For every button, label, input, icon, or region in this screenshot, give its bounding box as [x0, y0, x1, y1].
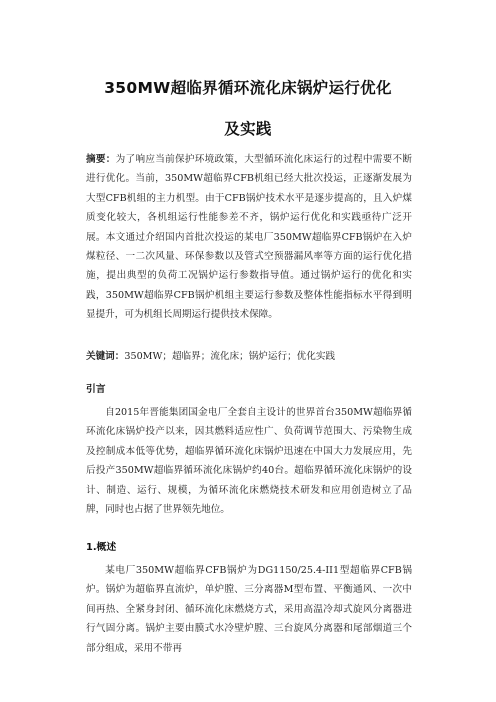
abstract-block	[86, 150, 412, 325]
paper-title-line-1: 350MW超临界循环流化床锅炉运行优化	[104, 79, 392, 97]
keywords-paragraph	[86, 347, 412, 366]
overview-paragraph: 某电厂350MW超临界CFB锅炉为DG1150/25.4-II1型超临界CFB锅炉。锅炉为超临界直流炉，单炉膛、三分离器M型布置、平衡通风、一次中间再热、全紧身封闭、循环流化床燃烧方式，采用高温冷却式旋风分离器进行气固分离。锅炉主要由膜式水冷壁炉膛、三台旋风分离器和尾部烟道三个部分组成，采用不带再	[86, 565, 412, 654]
section-heading-overview: 1.概述	[86, 542, 117, 553]
introduction-paragraph: 自2015年晋能集团国金电厂全套自主设计的世界首台350MW超临界循环流化床锅炉投产以来，因其燃料适应性广、负荷调节范围大、污染物生成及控制成本低等优势，超临界循环流化床锅炉迅速在中国大力发展应用，先后投产350MW超临界循环流化床锅炉约40台。超临界循环流化床锅炉的设计、制造、运行、规模，为循环流化床燃烧技术研发和应用创造树立了品牌，同时也占据了世界领先地位。	[86, 407, 412, 516]
introduction-block	[86, 403, 412, 519]
overview-block	[86, 561, 412, 658]
section-heading-introduction: 引言	[86, 384, 106, 395]
keywords-text: 350MW；超临界；流化床；锅炉运行；优化实践	[124, 351, 336, 362]
keywords-label: 关键词：	[86, 351, 125, 362]
abstract-paragraph	[86, 150, 412, 325]
abstract-text: 为了响应当前保护环境政策，大型循环流化床运行的过程中需要不断进行优化。当前，350MW超临界CFB机组已经大批次投运，正逐渐发展为大型CFB机组的主力机型。由于CFB锅炉技术水平是逐步提高的，且入炉煤质变化较大，各机组运行性能参差不齐，锅炉运行优化和实践亟待广泛开展。本文通过介绍国内首批次投运的某电厂350MW超临界CFB锅炉在入炉煤粒径、一二次风量、环保参数以及管式空预器漏风率等方面的运行优化措施，提出典型的负荷工况锅炉运行参数指导值。通过锅炉运行的优化和实践，350MW超临界CFB锅炉机组主要运行参数及整体性能指标水平得到明显提升，可为机组长周期运行提供技术保障。	[86, 154, 413, 321]
paper-title-line-2: 及实践	[224, 120, 272, 138]
abstract-label: 摘要：	[86, 154, 116, 165]
keywords-block	[86, 347, 412, 366]
